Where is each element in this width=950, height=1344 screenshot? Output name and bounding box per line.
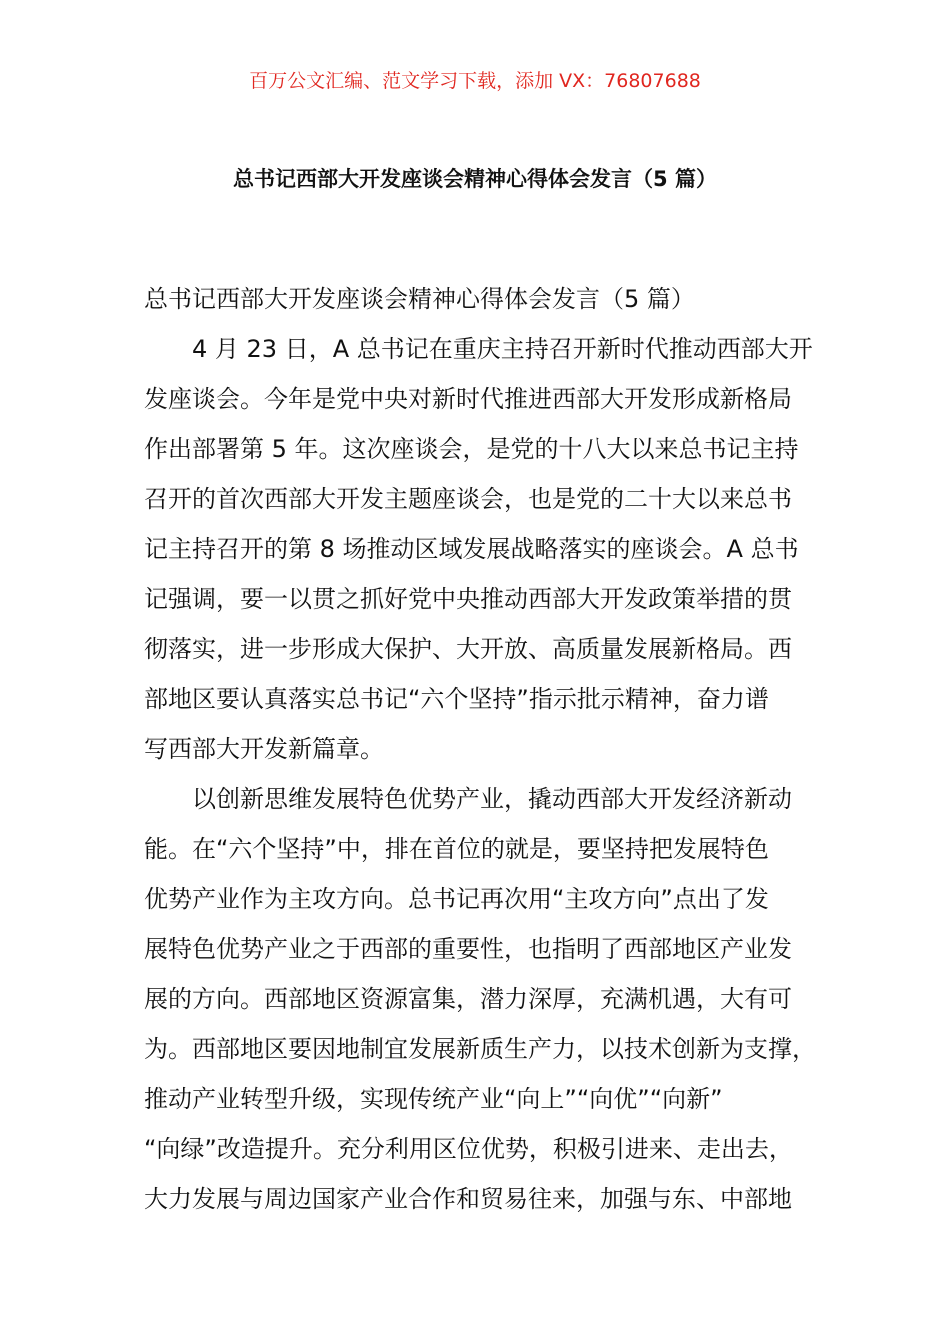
text-line: 发座谈会。今年是党中央对新时代推进西部大开发形成新格局	[144, 385, 792, 413]
text-line: 为。西部地区要因地制宜发展新质生产力，以技术创新为支撑，	[144, 1035, 816, 1063]
text-line: 能。在“六个坚持”中，排在首位的就是，要坚持把发展特色	[144, 835, 769, 863]
text-line: 推动产业转型升级，实现传统产业“向上”“向优”“向新”	[144, 1085, 723, 1113]
text-line: 展特色优势产业之于西部的重要性，也指明了西部地区产业发	[144, 935, 792, 963]
paragraph-1	[144, 334, 813, 784]
text-line: 以创新思维发展特色优势产业，撬动西部大开发经济新动	[192, 785, 792, 813]
text-line: 记强调，要一以贯之抓好党中央推动西部大开发政策举措的贯	[144, 585, 792, 613]
text-line: 彻落实，进一步形成大保护、大开放、高质量发展新格局。西	[144, 635, 792, 663]
paragraph-2	[144, 784, 816, 1234]
text-line: 部地区要认真落实总书记“六个坚持”指示批示精神，奋力谱	[144, 685, 769, 713]
header-contact-note: 百万公文汇编、范文学习下载，添加 VX：76807688	[249, 70, 701, 92]
text-line: 展的方向。西部地区资源富集，潜力深厚，充满机遇，大有可	[144, 985, 792, 1013]
text-line: 写西部大开发新篇章。	[144, 735, 384, 763]
document-title: 总书记西部大开发座谈会精神心得体会发言（5 篇）	[233, 167, 717, 191]
text-line: 大力发展与周边国家产业合作和贸易往来，加强与东、中部地	[144, 1185, 792, 1213]
text-line: 优势产业作为主攻方向。总书记再次用“主攻方向”点出了发	[144, 885, 769, 913]
document-body	[144, 284, 816, 1234]
text-line: 4 月 23 日，A 总书记在重庆主持召开新时代推动西部大开	[192, 335, 813, 363]
text-line: 作出部署第 5 年。这次座谈会，是党的十八大以来总书记主持	[144, 435, 799, 463]
text-line: 记主持召开的第 8 场推动区域发展战略落实的座谈会。A 总书	[144, 535, 799, 563]
text-line: 召开的首次西部大开发主题座谈会，也是党的二十大以来总书	[144, 485, 792, 513]
text-line: “向绿”改造提升。充分利用区位优势，积极引进来、走出去，	[144, 1135, 793, 1163]
section-heading: 总书记西部大开发座谈会精神心得体会发言（5 篇）	[144, 285, 695, 313]
